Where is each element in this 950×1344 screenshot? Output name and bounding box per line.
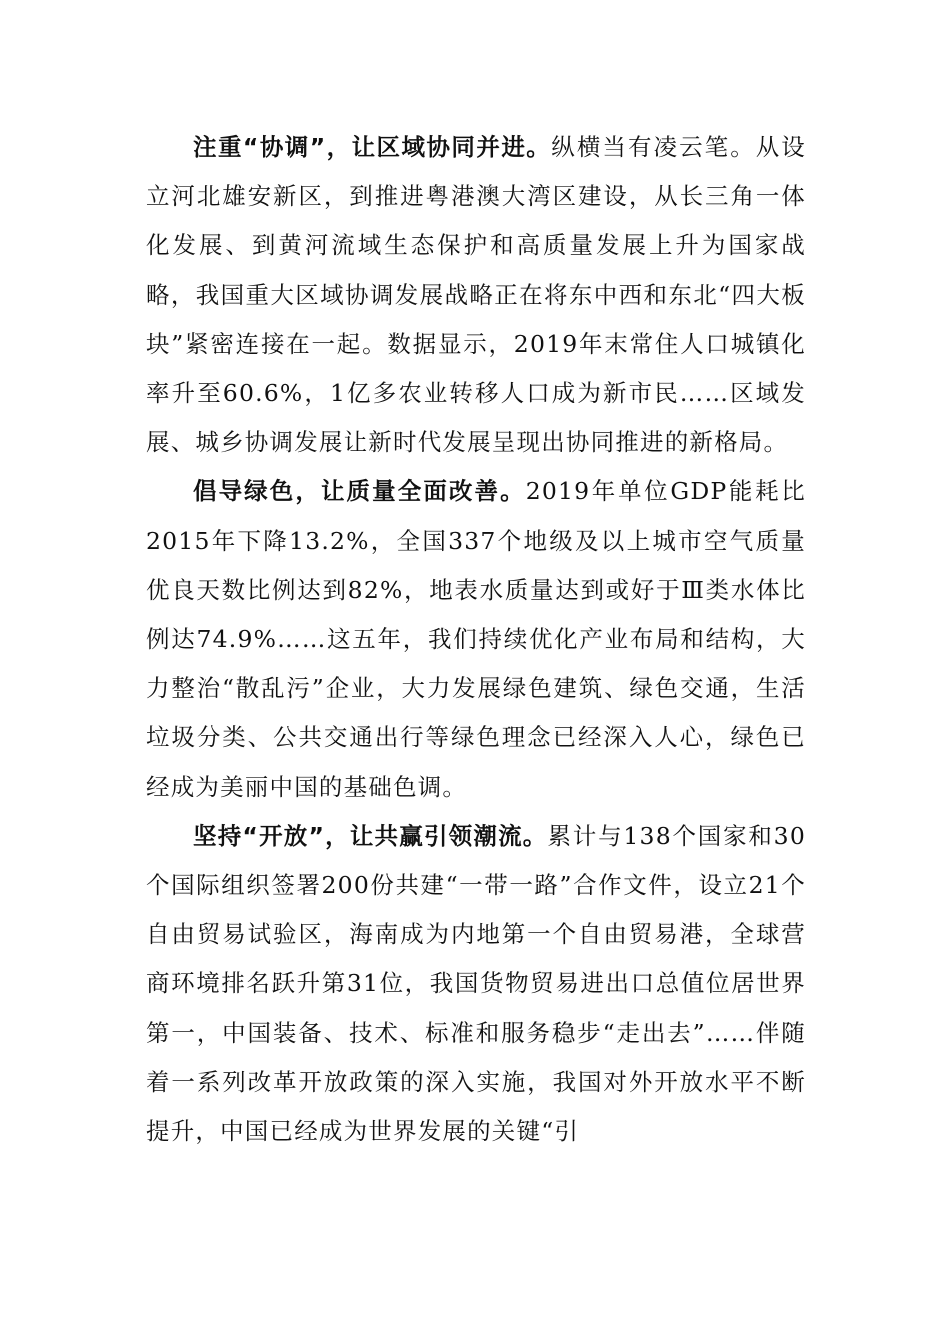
paragraph-green: [146, 467, 806, 811]
paragraph-coordination: [146, 123, 806, 467]
document-body: [146, 123, 806, 1156]
paragraph-text: 累计与138个国家和30个国际组织签署200份共建“一带一路”合作文件，设立21个自由贸易试验区，海南成为内地第一个自由贸易港，全球营商环境排名跃升第31位，我国货物贸易进出口总值位居世界第一，中国装备、技术、标准和服务稳步“走出去”……伴随着一系列改革开放政策的深入实施，我国对外开放水平不断提升，中国已经成为世界发展的关键“引: [146, 821, 806, 1146]
paragraph-lead: 注重“协调”，让区域协同并进。: [193, 133, 552, 161]
paragraph-lead: 坚持“开放”，让共赢引领潮流。: [193, 821, 548, 850]
paragraph-openness: [146, 812, 806, 1156]
paragraph-text: 2019年单位GDP能耗比2015年下降13.2%，全国337个地级及以上城市空气质量优良天数比例达到82%，地表水质量达到或好于Ⅲ类水体比例达74.9%……这五年，我们持续优化产业布局和结构，大力整治“散乱污”企业，大力发展绿色建筑、绿色交通，生活垃圾分类、公共交通出行等绿色理念已经深入人心，绿色已经成为美丽中国的基础色调。: [146, 477, 806, 801]
paragraph-text: 纵横当有凌云笔。从设立河北雄安新区，到推进粤港澳大湾区建设，从长三角一体化发展、到黄河流域生态保护和高质量发展上升为国家战略，我国重大区域协调发展战略正在将东中西和东北“四大板块”紧密连接在一起。数据显示，2019年末常住人口城镇化率升至60.6%，1亿多农业转移人口成为新市民……区域发展、城乡协调发展让新时代发展呈现出协同推进的新格局。: [146, 133, 807, 457]
paragraph-lead: 倡导绿色，让质量全面改善。: [193, 477, 526, 506]
